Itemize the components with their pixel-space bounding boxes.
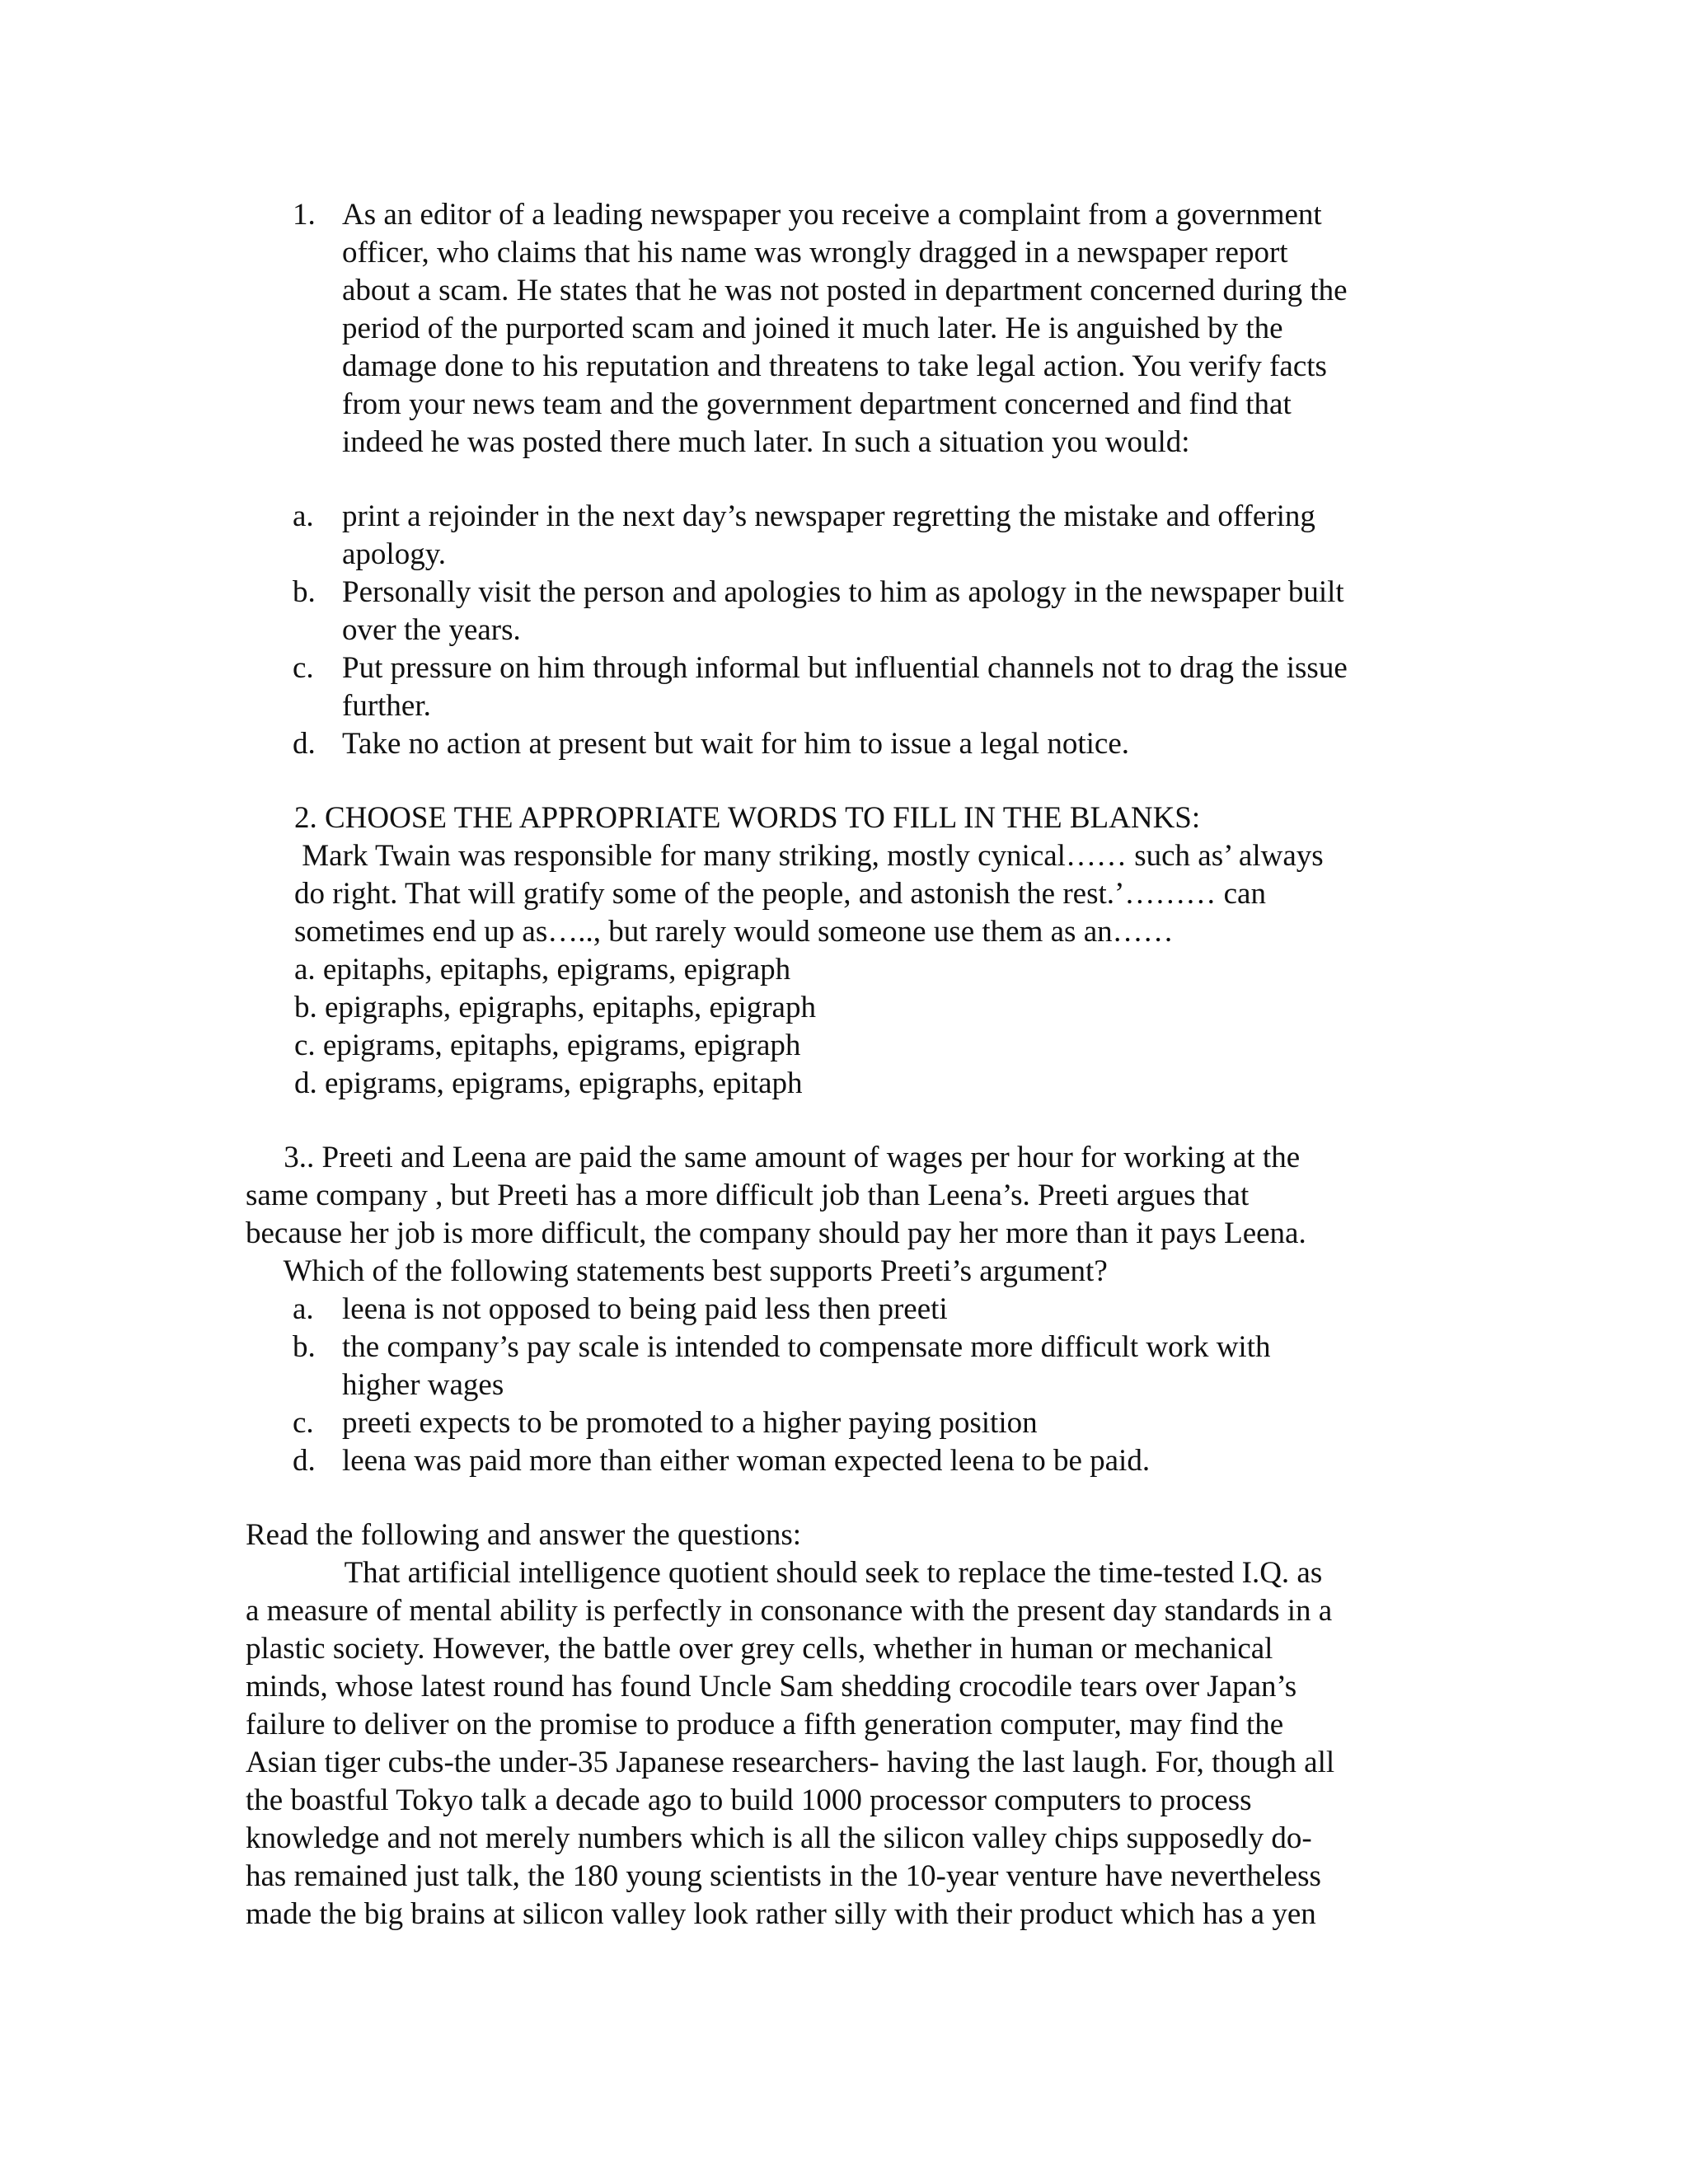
passage-line: Asian tiger cubs-the under-35 Japanese researchers- having the last laugh. For, though all: [246, 1746, 1335, 1779]
option-text: leena is not opposed to being paid less then preeti: [342, 1292, 948, 1326]
question-text-line: because her job is more difficult, the company should pay her more than it pays Leena.: [246, 1216, 1306, 1250]
option-text: a. epitaphs, epitaphs, epigrams, epigraph: [294, 953, 791, 987]
question-text-line: officer, who claims that his name was wrongly dragged in a newspaper report: [342, 236, 1288, 269]
option-letter: a.: [293, 1292, 314, 1326]
question-heading: 2. CHOOSE THE APPROPRIATE WORDS TO FILL IN THE BLANKS:: [294, 801, 1201, 835]
question-text-line: same company , but Preeti has a more difficult job than Leena’s. Preeti argues that: [246, 1179, 1250, 1212]
option-letter: c.: [293, 1406, 314, 1440]
passage-line: minds, whose latest round has found Uncle Sam shedding crocodile tears over Japan’s: [246, 1670, 1297, 1704]
option-text: preeti expects to be promoted to a higher paying position: [342, 1406, 1038, 1440]
option-text: further.: [342, 689, 431, 723]
passage-line: a measure of mental ability is perfectly in consonance with the present day standards in a: [246, 1594, 1333, 1628]
option-text: print a rejoinder in the next day’s newspaper regretting the mistake and offering: [342, 499, 1315, 533]
option-letter: d.: [293, 727, 316, 761]
option-text: c. epigrams, epitaphs, epigrams, epigraph: [294, 1029, 801, 1062]
question-text-line: 3.. Preeti and Leena are paid the same amount of wages per hour for working at the: [246, 1141, 1301, 1174]
option-letter: c.: [293, 651, 314, 685]
option-text: the company’s pay scale is intended to compensate more difficult work with: [342, 1330, 1271, 1364]
passage-line: the boastful Tokyo talk a decade ago to build 1000 processor computers to process: [246, 1783, 1252, 1817]
passage-line: That artificial intelligence quotient should seek to replace the time-tested I.Q. as: [246, 1556, 1323, 1590]
passage-line: knowledge and not merely numbers which is all the silicon valley chips supposedly do-: [246, 1821, 1312, 1855]
option-text: d. epigrams, epigrams, epigraphs, epitaph: [294, 1066, 803, 1100]
option-text: higher wages: [342, 1368, 504, 1402]
question-text-line: damage done to his reputation and threatens to take legal action. You verify facts: [342, 349, 1327, 383]
option-text: Take no action at present but wait for him to issue a legal notice.: [342, 727, 1130, 761]
passage-line: failure to deliver on the promise to produce a fifth generation computer, may find the: [246, 1708, 1284, 1741]
option-text: leena was paid more than either woman expected leena to be paid.: [342, 1444, 1151, 1478]
option-letter: a.: [293, 499, 314, 533]
question-text-line: Mark Twain was responsible for many striking, mostly cynical…… such as’ always: [294, 839, 1324, 873]
option-text: b. epigraphs, epigraphs, epitaphs, epigraph: [294, 991, 816, 1024]
question-text-line: indeed he was posted there much later. In such a situation you would:: [342, 425, 1190, 459]
question-text-line: from your news team and the government department concerned and find that: [342, 387, 1292, 421]
option-text: Personally visit the person and apologies to him as apology in the newspaper built: [342, 575, 1344, 609]
option-letter: b.: [293, 1330, 316, 1364]
option-text: over the years.: [342, 613, 521, 647]
option-text: apology.: [342, 537, 447, 571]
question-text-line: do right. That will gratify some of the people, and astonish the rest.’……… can: [294, 877, 1266, 911]
passage-line: has remained just talk, the 180 young scientists in the 10-year venture have nevertheless: [246, 1859, 1321, 1893]
question-text-line: Which of the following statements best supports Preeti’s argument?: [246, 1254, 1108, 1288]
question-text-line: As an editor of a leading newspaper you receive a complaint from a government: [342, 198, 1322, 232]
passage-line: made the big brains at silicon valley look rather silly with their product which has a yen: [246, 1897, 1316, 1931]
question-text-line: sometimes end up as….., but rarely would someone use them as an……: [294, 915, 1174, 949]
question-number: 1.: [293, 198, 316, 232]
passage-line: plastic society. However, the battle over grey cells, whether in human or mechanical: [246, 1632, 1273, 1666]
question-text-line: about a scam. He states that he was not posted in department concerned during the: [342, 274, 1348, 307]
option-letter: d.: [293, 1444, 316, 1478]
option-text: Put pressure on him through informal but influential channels not to drag the issue: [342, 651, 1348, 685]
option-letter: b.: [293, 575, 316, 609]
passage-intro: Read the following and answer the questions:: [246, 1518, 802, 1552]
question-text-line: period of the purported scam and joined it much later. He is anguished by the: [342, 312, 1283, 345]
